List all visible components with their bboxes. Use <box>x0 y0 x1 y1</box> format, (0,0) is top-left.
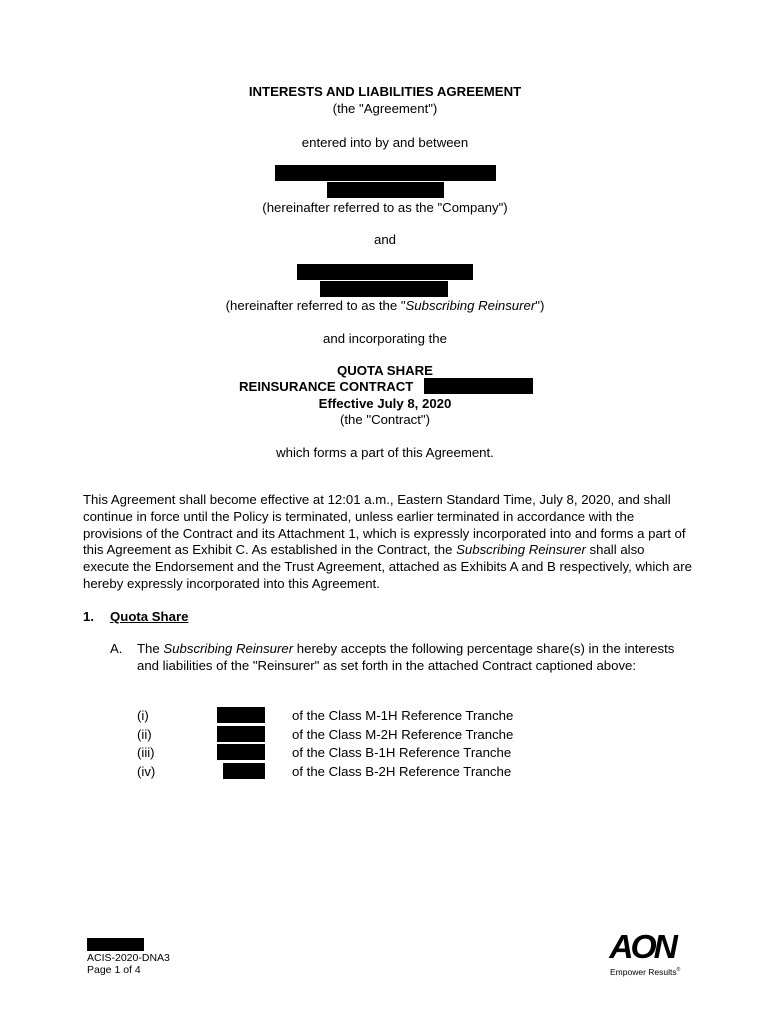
redacted-share-4 <box>223 763 265 779</box>
reinsurer-ref-italic: Subscribing Reinsurer <box>405 298 536 313</box>
effective-date: Effective July 8, 2020 <box>318 396 452 411</box>
reinsurer-ref-prefix: (hereinafter referred to as the " <box>225 298 406 313</box>
and-line: and <box>373 232 396 247</box>
reinsurer-reference <box>0 298 770 314</box>
tranche-text: of the Class B-2H Reference Tranche <box>292 764 512 779</box>
section-number: 1. <box>83 609 94 624</box>
item-text-a: The <box>137 641 164 656</box>
redacted-share-3 <box>217 744 265 760</box>
tranche-num: (iv) <box>137 764 156 779</box>
tranche-num: (i) <box>137 708 149 723</box>
agreement-subtitle: (the "Agreement") <box>332 101 438 116</box>
aon-tagline-text: Empower Results <box>610 966 677 977</box>
forms-part-line: which forms a part of this Agreement. <box>276 445 494 460</box>
paragraph-italic: Subscribing Reinsurer <box>456 542 586 558</box>
aon-tagline <box>610 965 680 977</box>
contract-alias: (the "Contract") <box>340 412 430 427</box>
aon-logo-text: AON <box>609 928 675 965</box>
effective-paragraph <box>83 492 693 593</box>
redacted-company-name <box>275 165 496 181</box>
agreement-title: INTERESTS AND LIABILITIES AGREEMENT <box>248 84 522 99</box>
paragraph-text-a: This Agreement shall become effective at 12:01 a.m., Eastern Standard Time, July 8, 2020, and shall continue in force until the Policy is terminated, unless earlier terminated in accordance with the provisions of the Contract and its Attachment 1, which is expressly incorporated into and forms a part of this Agreement as Exhibit C. As established in the Contract, the <box>83 492 686 558</box>
redacted-company-address <box>327 182 444 198</box>
item-italic: Subscribing Reinsurer <box>163 641 294 656</box>
aon-logo <box>610 930 680 964</box>
redacted-footer-id <box>87 938 144 951</box>
aon-tagline-mark: ® <box>676 967 681 973</box>
redacted-reinsurer-name <box>297 264 473 280</box>
contract-line-1: QUOTA SHARE <box>337 363 433 378</box>
item-a-text <box>137 641 677 674</box>
company-reference: (hereinafter referred to as the "Company") <box>262 200 508 215</box>
paragraph-text-b: shall also execute the Endorsement and the Trust Agreement, attached as Exhibits A and B respectively, which are hereby expressly incorporated into this Agreement. <box>83 542 692 591</box>
item-text-b: hereby accepts the following percentage share(s) in the interests and liabilities of the "Reinsurer" as set forth in the attached Contract captioned above: <box>137 641 675 673</box>
item-letter: A. <box>110 641 123 656</box>
tranche-num: (iii) <box>137 745 155 760</box>
contract-line-2: REINSURANCE CONTRACT <box>239 379 414 394</box>
entered-into-line: entered into by and between <box>301 135 469 150</box>
redacted-reinsurer-address <box>320 281 448 297</box>
tranche-text: of the Class M-1H Reference Tranche <box>292 708 514 723</box>
redacted-contract-number <box>424 378 533 394</box>
section-heading: Quota Share <box>110 609 189 624</box>
footer-doc-id: ACIS-2020-DNA3 <box>87 952 170 964</box>
reinsurer-ref-suffix: ") <box>535 298 545 313</box>
tranche-text: of the Class M-2H Reference Tranche <box>292 727 514 742</box>
tranche-text: of the Class B-1H Reference Tranche <box>292 745 512 760</box>
redacted-share-2 <box>217 726 265 742</box>
incorporating-line: and incorporating the <box>323 331 447 346</box>
footer-page-number: Page 1 of 4 <box>87 964 141 976</box>
tranche-num: (ii) <box>137 727 152 742</box>
redacted-share-1 <box>217 707 265 723</box>
